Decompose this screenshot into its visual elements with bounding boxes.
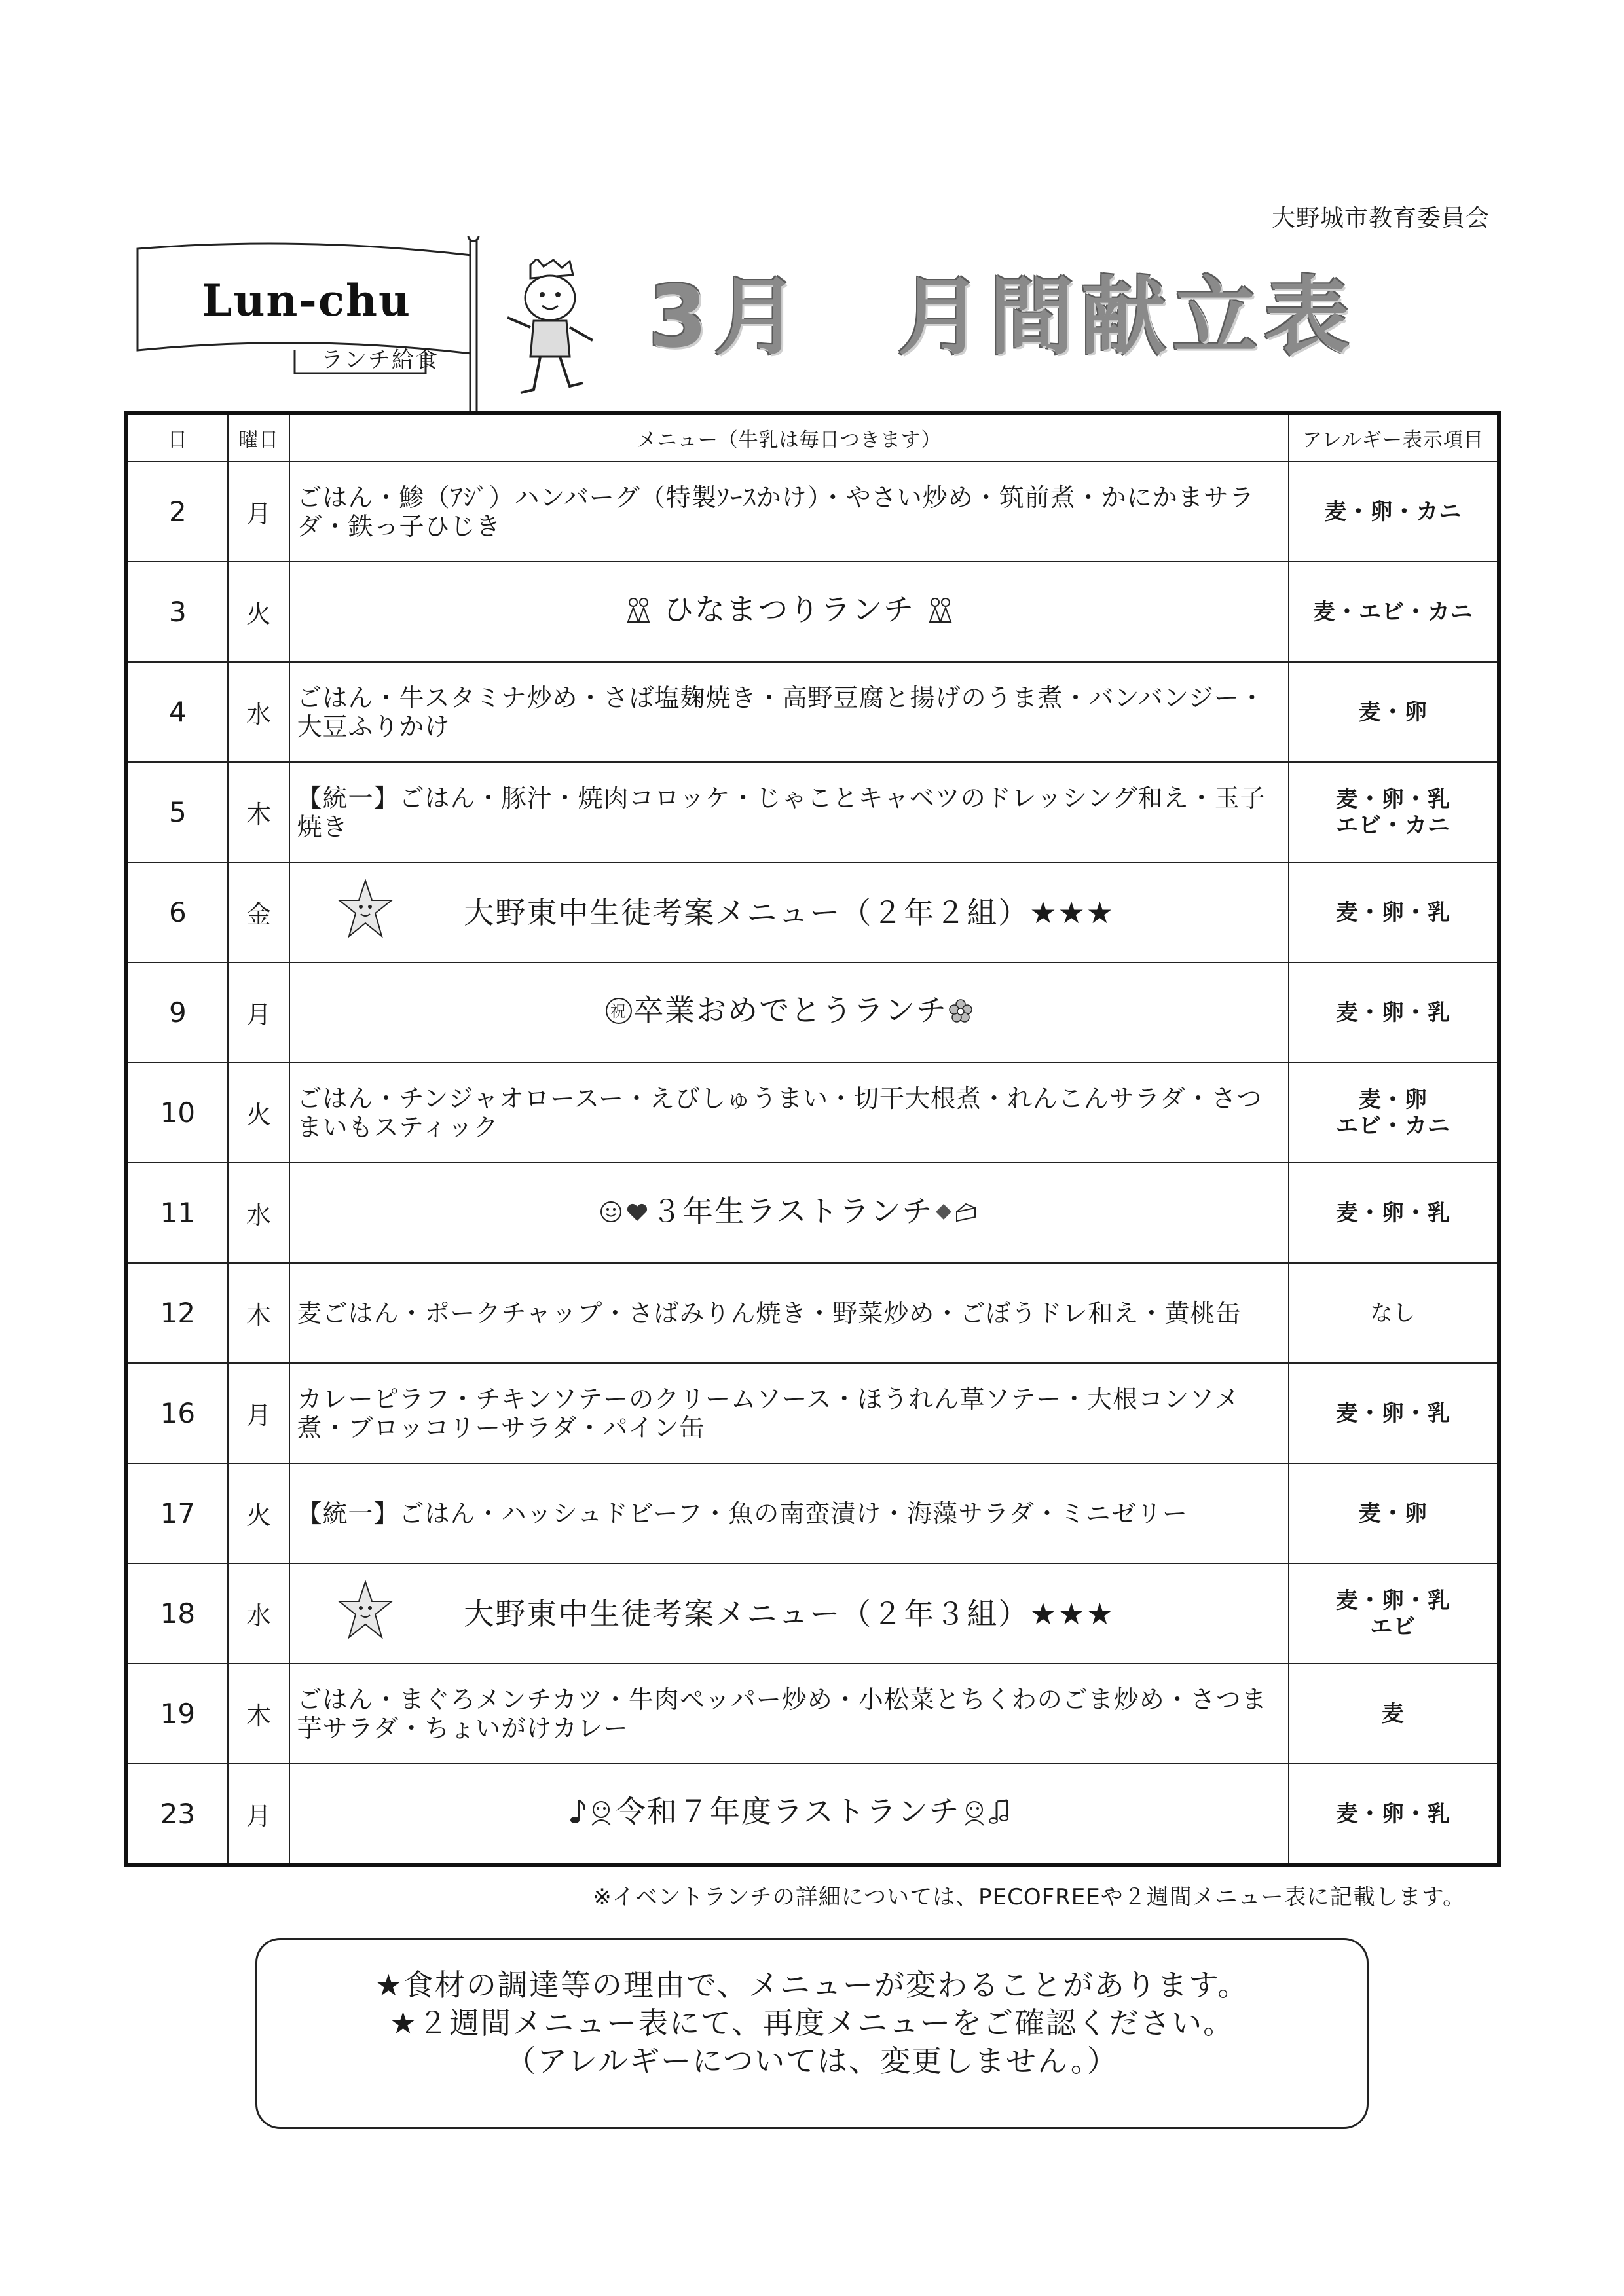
menu-cell: ごはん・牛スタミナ炒め・さば塩麹焼き・高野豆腐と揚げのうま煮・バンバンジー・大豆ふりかけ — [289, 662, 1288, 762]
allergy-cell — [1289, 1764, 1499, 1865]
menu-cell: カレーピラフ・チキンソテーのクリームソース・ほうれん草ソテー・大根コンソメ煮・ブロッコリーサラダ・パイン缶 — [289, 1363, 1288, 1463]
event-title: 大野東中生徒考案メニュー（２年２組）★★★ — [464, 894, 1115, 930]
event-title: ひなまつりランチ — [663, 592, 915, 628]
hina-doll-icon — [926, 596, 955, 629]
allergy-line: 麦・卵・カニ — [1324, 498, 1462, 525]
day-cell: 3 — [126, 562, 228, 662]
notice-box — [255, 1938, 1369, 2129]
smile-heart-icon — [599, 1199, 652, 1229]
table-row — [126, 1163, 1499, 1263]
allergy-cell — [1289, 1664, 1499, 1764]
menu-cell: ごはん・まぐろメンチカツ・牛肉ペッパー炒め・小松菜とちくわのごま炒め・さつま芋サラダ・ちょいがけカレー — [289, 1664, 1288, 1764]
svg-text:祝: 祝 — [610, 1002, 628, 1021]
logo-subtitle: ランチ給食 — [321, 347, 439, 373]
music-note-icon — [989, 1798, 1011, 1831]
allergy-line-2: エビ・カニ — [1335, 1112, 1450, 1139]
allergy-cell — [1289, 562, 1499, 662]
allergy-cell — [1289, 1263, 1499, 1363]
menu-cell: ごはん・鯵（ｱｼﾞ）ハンバーグ（特製ｿｰｽかけ）・やさい炒め・筑前煮・かにかまサラダ・鉄っ子ひじき — [289, 462, 1288, 562]
star-mascot-icon — [336, 1578, 395, 1648]
weekday-cell: 月 — [228, 962, 290, 1063]
weekday-cell: 火 — [228, 1063, 290, 1163]
weekday-cell: 水 — [228, 1563, 290, 1664]
weekday-cell: 木 — [228, 762, 290, 862]
table-row — [126, 962, 1499, 1063]
star-mascot-icon — [336, 877, 395, 947]
notice-line-3: （アレルギーについては、変更しません。） — [506, 2043, 1118, 2079]
mascot-icon — [504, 259, 596, 399]
allergy-line: 麦・卵 — [1358, 699, 1428, 725]
day-cell: 16 — [126, 1363, 228, 1463]
menu-cell: 麦ごはん・ポークチャップ・さばみりん焼き・野菜炒め・ごぼうドレ和え・黄桃缶 — [289, 1263, 1288, 1363]
weekday-cell: 月 — [228, 462, 290, 562]
flower-icon — [948, 998, 974, 1028]
table-row — [126, 562, 1499, 662]
day-cell: 5 — [126, 762, 228, 862]
allergy-line: なし — [1370, 1300, 1416, 1326]
day-cell: 9 — [126, 962, 228, 1063]
allergy-line: 麦・卵・乳 — [1335, 1199, 1450, 1226]
table-row — [126, 1764, 1499, 1865]
cake-icon — [933, 1199, 979, 1229]
hina-doll-icon — [624, 596, 653, 629]
day-cell: 19 — [126, 1664, 228, 1764]
celebration-mark-icon — [604, 996, 633, 1029]
weekday-cell: 月 — [228, 1363, 290, 1463]
allergy-line: 麦・卵・乳 — [1335, 1800, 1450, 1827]
day-cell: 18 — [126, 1563, 228, 1664]
day-cell: 23 — [126, 1764, 228, 1865]
table-row — [126, 1063, 1499, 1163]
allergy-line: 麦・卵・乳 — [1335, 1400, 1450, 1427]
allergy-cell — [1289, 1463, 1499, 1563]
organization-name: 大野城市教育委員会 — [1271, 205, 1490, 232]
table-row — [126, 1563, 1499, 1664]
day-cell: 17 — [126, 1463, 228, 1563]
menu-cell: 【統一】ごはん・豚汁・焼肉コロッケ・じゃことキャベツのドレッシング和え・玉子焼き — [289, 762, 1288, 862]
day-cell: 2 — [126, 462, 228, 562]
table-row — [126, 1664, 1499, 1764]
weekday-cell: 月 — [228, 1764, 290, 1865]
allergy-line: 麦・卵・乳 — [1335, 786, 1450, 812]
day-cell: 12 — [126, 1263, 228, 1363]
allergy-line-2: エビ・カニ — [1335, 812, 1450, 839]
allergy-line: 麦 — [1381, 1700, 1405, 1727]
table-title: 月間献立表 — [897, 267, 1356, 367]
logo-title: Lun-chu — [202, 275, 411, 326]
header-day: 日 — [126, 413, 228, 462]
header-weekday: 曜日 — [228, 413, 290, 462]
notice-line-2: ★２週間メニュー表にて、再度メニューをご確認ください。 — [389, 2005, 1235, 2041]
menu-cell-event — [289, 962, 1288, 1063]
weekday-cell: 水 — [228, 1163, 290, 1263]
allergy-cell — [1289, 762, 1499, 862]
flag-icon — [131, 236, 498, 426]
weekday-cell: 火 — [228, 1463, 290, 1563]
music-note-icon — [567, 1798, 587, 1831]
event-title: 令和７年度ラストランチ — [615, 1794, 961, 1830]
allergy-cell — [1289, 1163, 1499, 1263]
allergy-line-2: エビ — [1370, 1613, 1416, 1640]
allergy-line: 麦・卵 — [1358, 1500, 1428, 1527]
allergy-line: 麦・卵・乳 — [1335, 999, 1450, 1026]
allergy-cell — [1289, 662, 1499, 762]
menu-cell: 【統一】ごはん・ハッシュドビーフ・魚の南蛮漬け・海藻サラダ・ミニゼリー — [289, 1463, 1288, 1563]
event-title: 卒業おめでとうランチ — [633, 993, 948, 1029]
weekday-cell: 木 — [228, 1664, 290, 1764]
weekday-cell: 金 — [228, 862, 290, 962]
day-cell: 4 — [126, 662, 228, 762]
allergy-cell — [1289, 1563, 1499, 1664]
face-icon — [960, 1798, 989, 1831]
day-cell: 6 — [126, 862, 228, 962]
month-title: 3月 — [648, 267, 806, 367]
table-row — [126, 762, 1499, 862]
allergy-cell — [1289, 862, 1499, 962]
table-row — [126, 862, 1499, 962]
menu-table — [124, 411, 1501, 1867]
menu-cell-event — [289, 562, 1288, 662]
page-title — [648, 249, 1356, 371]
header-menu: メニュー（牛乳は毎日つきます） — [289, 413, 1288, 462]
table-row — [126, 1263, 1499, 1363]
table-header-row — [126, 413, 1499, 462]
event-title: ３年生ラストランチ — [651, 1194, 934, 1230]
table-row — [126, 462, 1499, 562]
weekday-cell: 水 — [228, 662, 290, 762]
weekday-cell: 火 — [228, 562, 290, 662]
face-icon — [587, 1798, 616, 1831]
day-cell: 10 — [126, 1063, 228, 1163]
day-cell: 11 — [126, 1163, 228, 1263]
allergy-cell — [1289, 462, 1499, 562]
notice-line-1: ★食材の調達等の理由で、メニューが変わることがあります。 — [375, 1967, 1249, 2003]
menu-cell-event — [289, 1563, 1288, 1664]
allergy-cell — [1289, 962, 1499, 1063]
menu-cell: ごはん・チンジャオロースー・えびしゅうまい・切干大根煮・れんこんサラダ・さつまいもスティック — [289, 1063, 1288, 1163]
header-allergy: アレルギー表示項目 — [1289, 413, 1499, 462]
menu-cell-event — [289, 1764, 1288, 1865]
weekday-cell: 木 — [228, 1263, 290, 1363]
table-row — [126, 1363, 1499, 1463]
lunchu-flag-logo — [131, 236, 498, 426]
menu-cell-event — [289, 862, 1288, 962]
event-note: ※イベントランチの詳細については、PECOFREEや２週間メニュー表に記載します。 — [593, 1884, 1466, 1910]
allergy-line: 麦・卵・乳 — [1335, 899, 1450, 926]
allergy-cell — [1289, 1363, 1499, 1463]
table-row — [126, 662, 1499, 762]
allergy-cell — [1289, 1063, 1499, 1163]
menu-cell-event — [289, 1163, 1288, 1263]
allergy-line: 麦・エビ・カニ — [1312, 598, 1473, 625]
table-row — [126, 1463, 1499, 1563]
allergy-line: 麦・卵・乳 — [1335, 1587, 1450, 1614]
allergy-line: 麦・卵 — [1358, 1086, 1428, 1113]
event-title: 大野東中生徒考案メニュー（２年３組）★★★ — [464, 1595, 1115, 1631]
